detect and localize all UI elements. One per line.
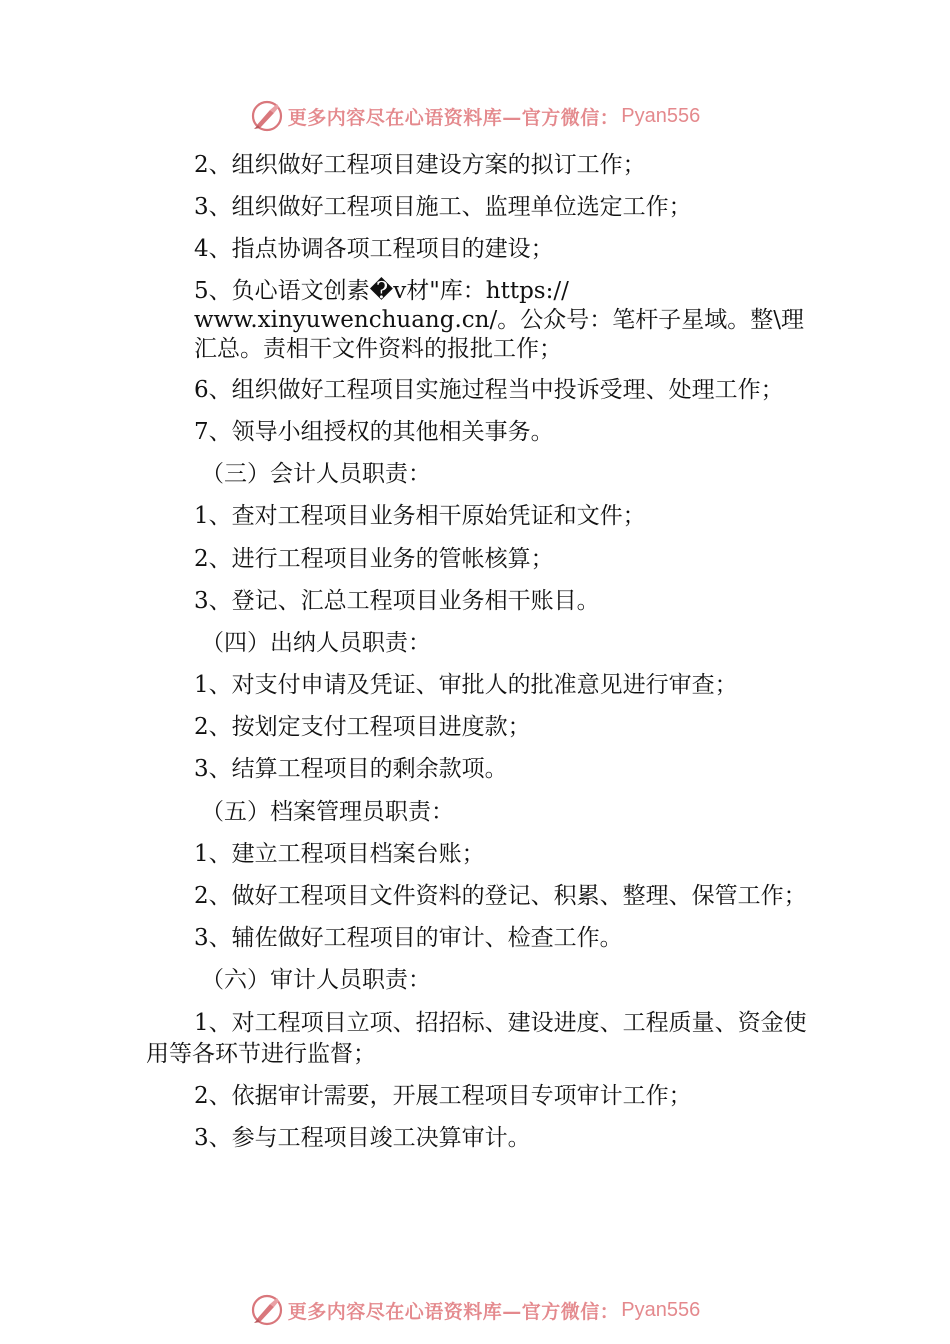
paragraph: 2、组织做好工程项目建设方案的拟订工作； — [194, 152, 646, 178]
paragraph: 3、参与工程项目竣工决算审计。 — [194, 1124, 531, 1151]
paragraph: 3、结算工程项目的剩余款项。 — [194, 756, 508, 783]
paragraph: 1、建立工程项目档案台账； — [194, 840, 485, 867]
section-heading: （六）审计人员职责： — [201, 967, 431, 994]
banner-wechat-id: Pyan556 — [621, 104, 701, 127]
paragraph: 2、按划定支付工程项目进度款； — [194, 714, 531, 741]
banner-text: 更多内容尽在心语资料库—官方微信： — [287, 1300, 620, 1323]
paragraph: 1、查对工程项目业务相干原始凭证和文件； — [194, 503, 646, 530]
paragraph: 3、组织做好工程项目施工、监理单位选定工作； — [194, 194, 692, 221]
paragraph-item-5 — [146, 277, 826, 364]
footer-banner — [0, 1290, 950, 1330]
paragraph: 6、组织做好工程项目实施过程当中投诉受理、处理工作； — [194, 376, 784, 403]
banner-text: 更多内容尽在心语资料库—官方微信： — [287, 106, 620, 129]
section-heading: （五）档案管理员职责： — [201, 798, 454, 825]
item5-line2: www.xinyuwenchuang.cn/。公众号：笔杆子星域。整\理汇总。责相干文件资料的报批工作； — [194, 306, 804, 362]
paragraph: 2、依据审计需要，开展工程项目专项审计工作； — [194, 1082, 692, 1109]
header-banner — [0, 96, 950, 136]
paragraph: 4、指点协调各项工程项目的建设； — [194, 236, 554, 263]
banner-wechat-id: Pyan556 — [621, 1298, 701, 1321]
paragraph: 3、辅佐做好工程项目的审计、检查工作。 — [194, 925, 623, 952]
paragraph: 1、对工程项目立项、招招标、建设进度、工程质量、资金使用等各环节进行监督； — [146, 1009, 807, 1067]
paragraph: 2、做好工程项目文件资料的登记、积累、整理、保管工作； — [194, 883, 807, 909]
paragraph: 7、领导小组授权的其他相关事务。 — [194, 418, 554, 445]
section-heading: （三）会计人员职责： — [201, 461, 431, 488]
paragraph: 3、登记、汇总工程项目业务相干账目。 — [194, 587, 600, 614]
paragraph: 1、对支付申请及凭证、审批人的批准意见进行审查； — [194, 672, 738, 699]
item5-line1: 5、负心语文创素�v材"库：https:// — [194, 277, 569, 304]
section-heading: （四）出纳人员职责： — [201, 629, 431, 656]
pen-logo-icon — [250, 99, 284, 133]
document-body — [146, 150, 826, 1165]
pen-logo-icon — [250, 1293, 284, 1327]
paragraph: 2、进行工程项目业务的管帐核算； — [194, 545, 554, 572]
